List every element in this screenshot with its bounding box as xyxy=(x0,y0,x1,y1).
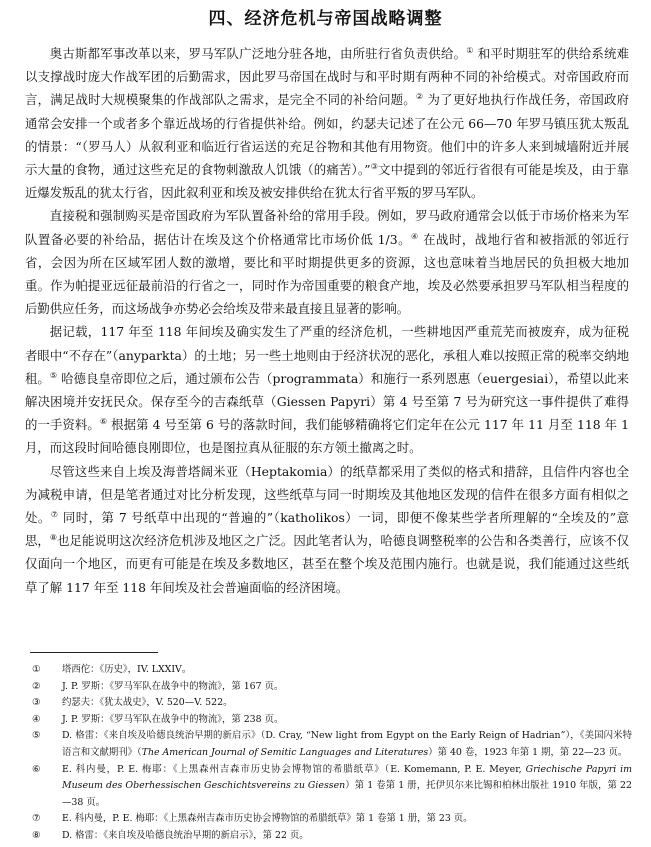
footnote-mark: ② xyxy=(32,680,41,692)
footnote-separator xyxy=(30,652,158,653)
italic-title: Griechische Papyri im Museum des Oberhessischen Geschichtsvereins zu Giessen xyxy=(62,763,632,792)
footnote-ref: ⑥ xyxy=(99,417,108,427)
text-run: 尽管这些来自上埃及海普塔阔米亚（Heptakomia）的纸草都采用了类似的格式和措辞，且信件内容也全为减税申请，但是笔者通过对比分析发现，这些纸草与同一时期埃及其他地区发现的信件在很多方面有相似之处。 xyxy=(25,463,629,526)
footnote xyxy=(32,811,632,828)
text-run: 也足能说明这次经济危机涉及地区之广泛。因此笔者认为，哈德良调整税率的公告和各类善行，应该不仅仅面向一个地区，而更有可能是在埃及多数地区，甚至在整个埃及范围内施行。也就是说，我们能通过这些纸草了解 117 年至 118 年间埃及社会普遍面临的经济困境。 xyxy=(25,533,630,595)
text-run: 约瑟夫：《犹太战史》，V. 520—V. 522。 xyxy=(62,697,233,709)
footnote xyxy=(32,662,632,679)
footnote-mark: ⑧ xyxy=(32,829,41,841)
footnote xyxy=(32,728,632,761)
text-run: J. P. 罗斯：《罗马军队在战争中的物流》，第 238 页。 xyxy=(62,713,284,725)
footnote-ref: ⑧ xyxy=(49,533,58,543)
section-title: 四、经济危机与帝国战略调整 xyxy=(208,9,443,29)
footnote xyxy=(32,762,632,812)
paragraph xyxy=(25,460,629,599)
paragraph xyxy=(25,42,629,204)
text-run: ）第 40 卷，1923 年第 1 期，第 22—23 页。 xyxy=(428,746,628,758)
footnote-ref: ① xyxy=(466,45,474,55)
text-run: 文中提到的邻近行省很有可能是埃及，由于靠近爆发叛乱的犹太行省，因此叙利亚和埃及被安排供给在犹太行省平叛的罗马军队。 xyxy=(25,162,630,201)
footnote-mark: ⑤ xyxy=(32,730,41,742)
footnote xyxy=(32,828,632,845)
text-run: 根据第 4 号至第 6 号的落款时间，我们能够精确将它们定年在公元 117 年 11 月至 118 年 1 月，而这段时间哈德良刚即位，也是图拉真从征服的东方领土撤离之时。 xyxy=(25,417,630,456)
footnotes xyxy=(32,662,632,845)
text-run: 哈德良皇帝即位之后，通过颁布公告（programmata）和施行一系列恩惠（euergesiai），希望以此来解决困境并安抚民众。保存至今的吉森纸草（Giessen Papyri）第 4 号至第 7 号为研究这一事件提供了难得的一手资料。 xyxy=(25,370,629,433)
text-run: 同时，第 7 号纸草中出现的“普遍的”（katholikos）一词，即便不像某些学者所理解的“全埃及的”意思， xyxy=(25,510,630,549)
text-run: J. P. 罗斯：《罗马军队在战争中的物流》，第 167 页。 xyxy=(62,680,284,692)
text-run: 奥古斯都军事改革以来，罗马军队广泛地分驻各地，由所驻行省负责供给。 xyxy=(49,46,467,61)
text-run: D. 格雷：《来自埃及哈德良统治早期的新启示》（D. Cray, “New light from Egypt on the Early Reign of Hadrian”），《美国闪米特语言和文献期刊》（ xyxy=(62,730,632,758)
text-run: 塔西佗：《历史》，IV. LXXIV。 xyxy=(62,664,192,675)
text-run: 直接税和强制购买是帝国政府为军队置备补给的常用手段。例如，罗马政府通常会以低于市场价格来为军队置备必要的补给品，据估计在埃及这个价格通常比市场价低 1/3。 xyxy=(25,208,629,247)
footnote xyxy=(32,679,632,696)
text-run: 和平时期驻军的供给系统难以支撑战时庞大作战军团的后勤需求，因此罗马帝国在战时与和平时期有两种不同的补给模式。对帝国政府而言，满足战时大规模聚集的作战部队之需求，是完全不同的补给问题。 xyxy=(25,46,630,108)
text-run: E. 科内曼，P. E. 梅耶：《上黑森州吉森市历史协会博物馆的希腊纸草》（E. Komemann, P. E. Meyer, xyxy=(62,763,526,775)
footnote-mark: ③ xyxy=(32,697,41,709)
footnote xyxy=(32,712,632,729)
footnote-ref: ③ xyxy=(370,161,379,171)
footnote-ref: ④ xyxy=(411,231,419,241)
footnote xyxy=(32,695,632,712)
footnote-mark: ⑥ xyxy=(32,763,41,775)
footnote-ref: ⑤ xyxy=(49,370,58,380)
footnote-mark: ⑦ xyxy=(32,813,41,825)
italic-title: The American Journal of Semitic Languages and Literatures xyxy=(141,746,429,758)
text-run: ）第 1 卷第 1 册，托伊贝尔来比锡和柏林出版社 1910 年版，第 22—38 页。 xyxy=(62,780,632,808)
text-run: 在战时，战地行省和被指派的邻近行省，会因为所在区域军团人数的激增，要比和平时期提供更多的资源，这也意味着当地居民的负担极大地加重。作为帕提亚远征最前沿的行省之一，同时作为帝国重要的粮食产地，埃及必然要承担罗马军队相当程度的后勤供应任务，而这场战争亦势必会给埃及带来最直接且显著的影响。 xyxy=(25,231,629,317)
footnote-mark: ① xyxy=(32,664,41,675)
text-run: 据记载，117 年至 118 年间埃及确实发生了严重的经济危机，一些耕地因严重荒芜而被废弃，成为征税者眼中“不存在”（anyparkta）的土地；另一些土地则由于经济状况的恶化，承租人难以按照正常的税率交纳地租。 xyxy=(25,324,629,386)
footnote-ref: ② xyxy=(415,92,424,102)
paragraph xyxy=(25,204,629,320)
footnote-mark: ④ xyxy=(32,713,41,725)
text-run: 为了更好地执行作战任务，帝国政府通常会安排一个或者多个靠近战场的行省提供补给。例如，约瑟夫记述了在公元 66—70 年罗马镇压犹太叛乱的情景：“（罗马人）从叙利亚和临近行省运送的充足谷物和其他有用物资。他们中的许多人来到城墙附近并展示大量的食物，通过这些充足的食物刺激敌人饥饿（的痛苦）。” xyxy=(25,92,630,178)
text-run: D. 格雷：《来自埃及哈德良统治早期的新启示》，第 22 页。 xyxy=(62,829,309,841)
body-text xyxy=(25,42,629,599)
paragraph xyxy=(25,320,629,459)
footnote-ref: ⑦ xyxy=(50,509,59,519)
text-run: E. 科内曼，P. E. 梅耶：《上黑森州吉森市历史协会博物馆的希腊纸草》第 1 卷第 1 册，第 23 页。 xyxy=(62,813,473,825)
